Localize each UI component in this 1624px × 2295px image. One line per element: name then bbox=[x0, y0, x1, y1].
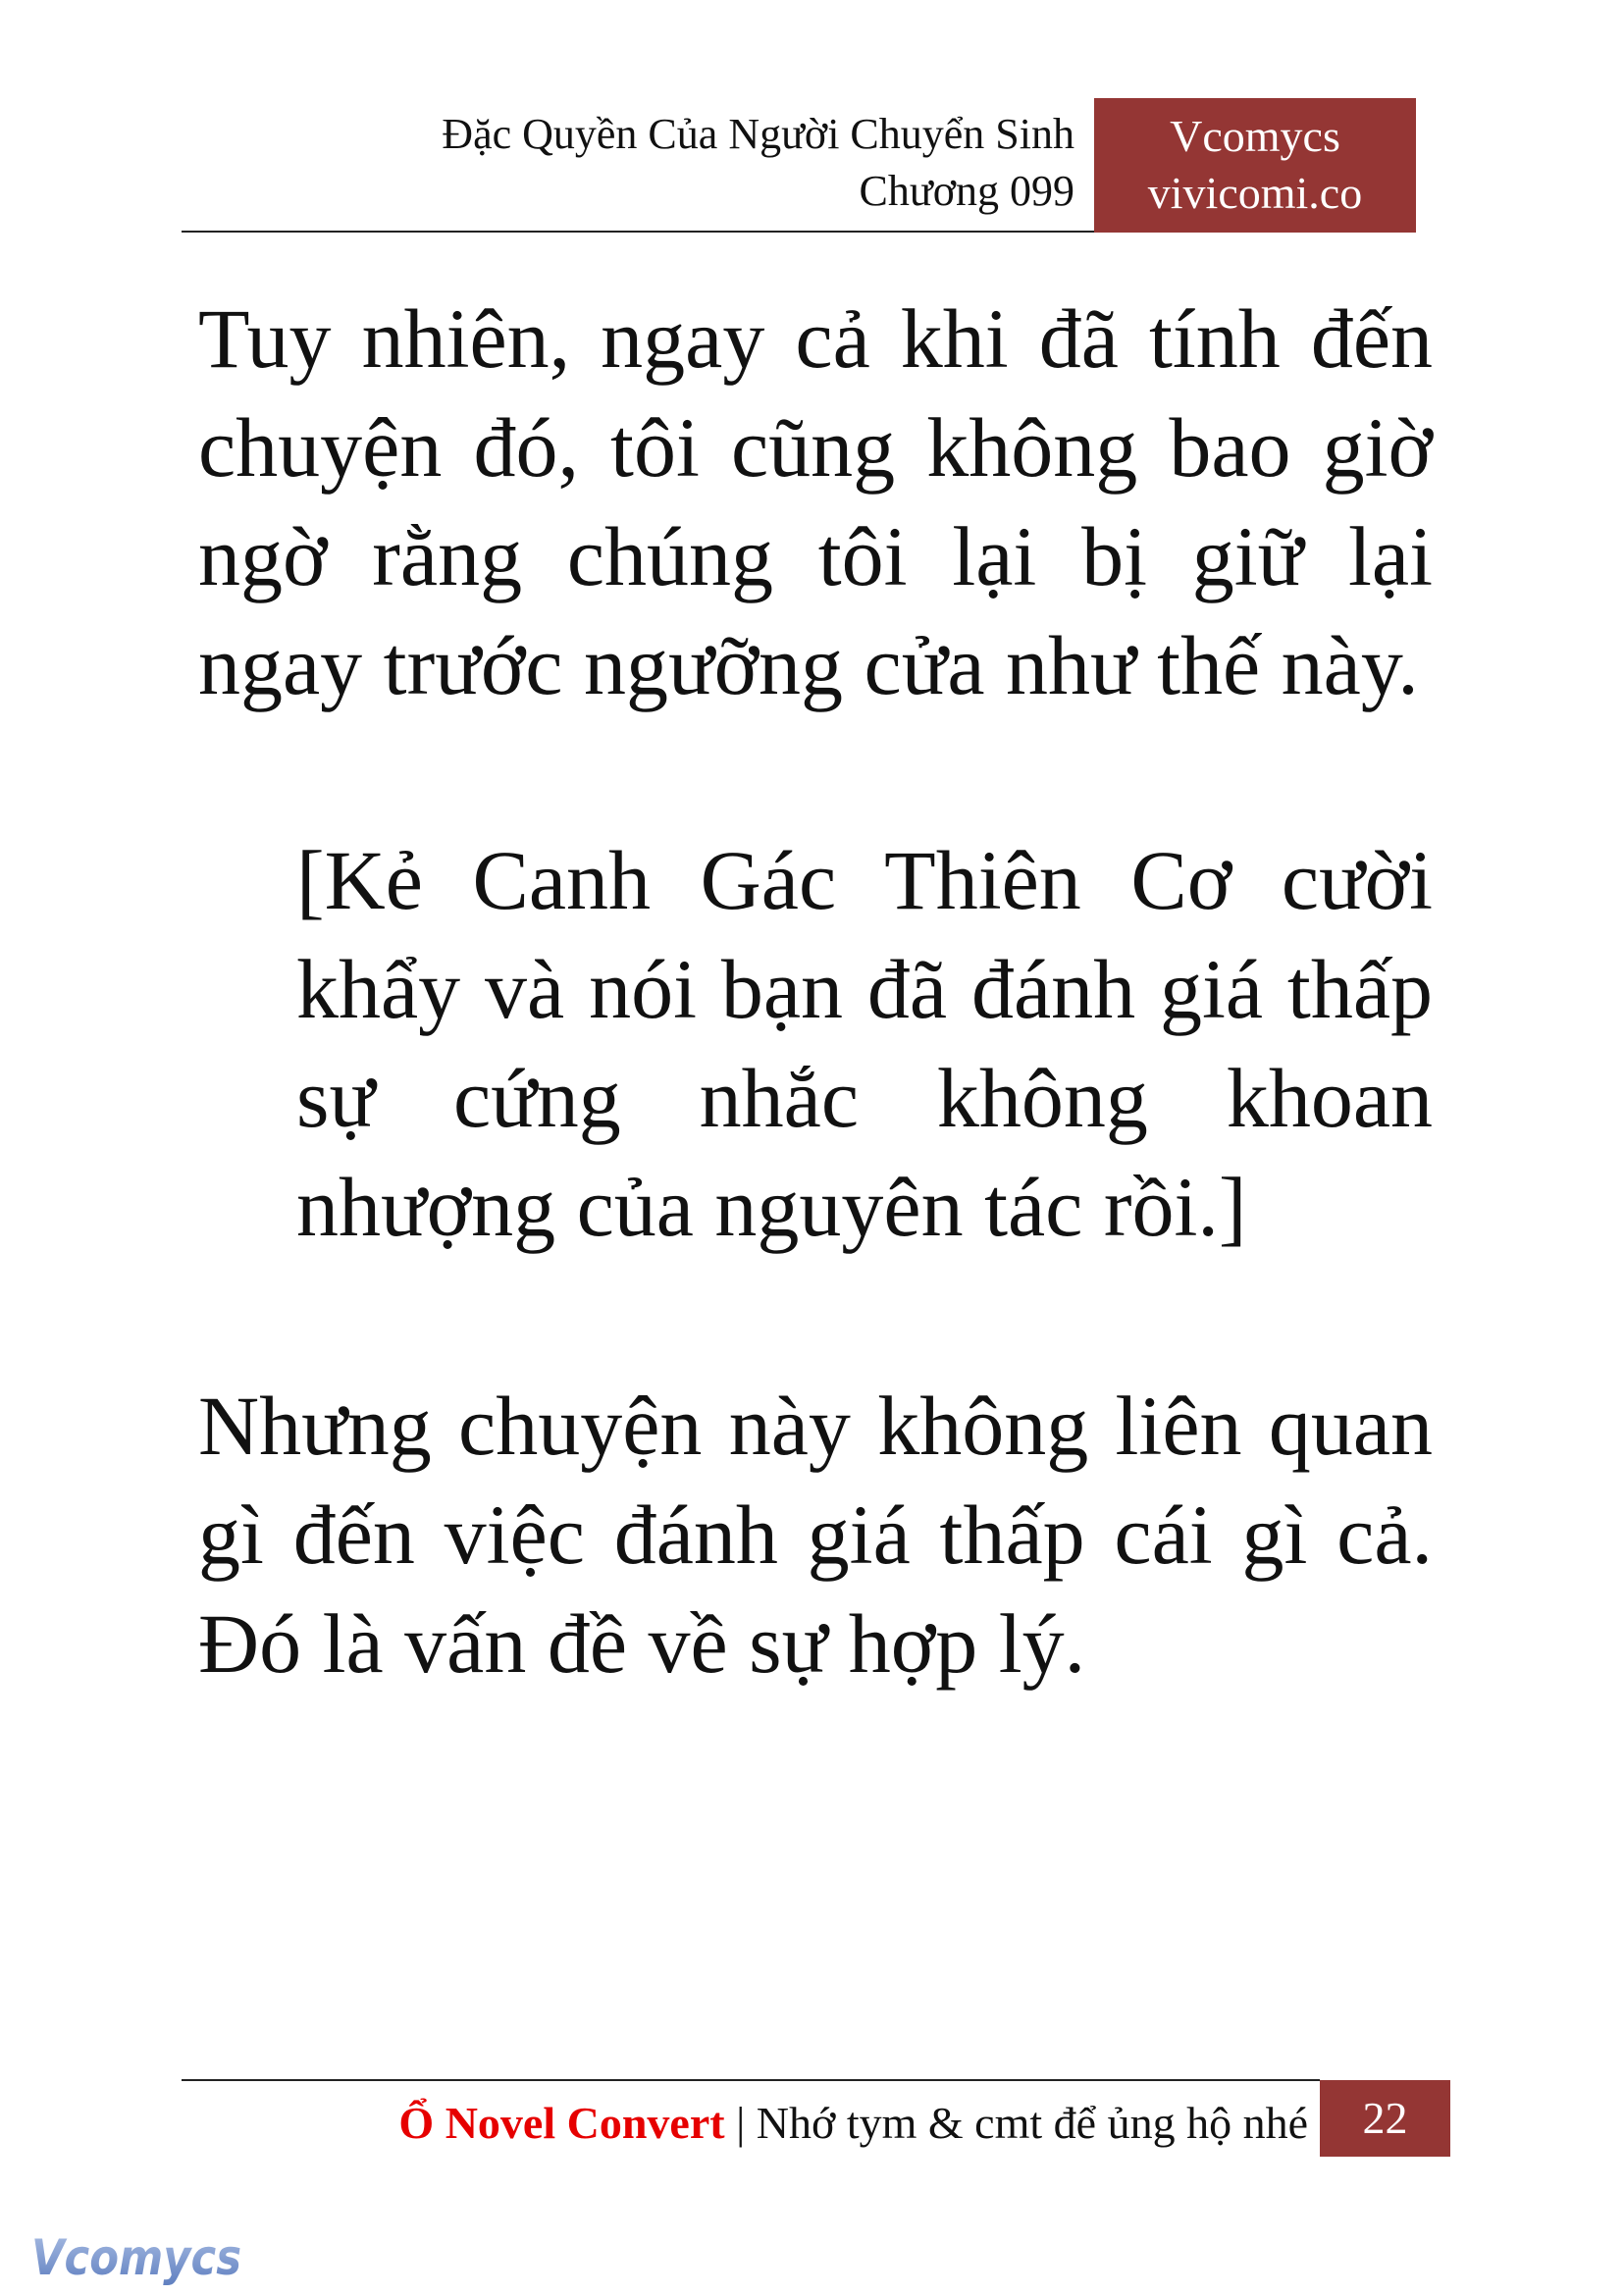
footer-text bbox=[398, 2096, 1308, 2151]
chapter-label: Chương 099 bbox=[859, 167, 1074, 215]
svg-text:Vcomycs: Vcomycs bbox=[31, 2229, 241, 2286]
book-title: Đặc Quyền Của Người Chuyển Sinh bbox=[442, 110, 1074, 158]
header-title-block bbox=[442, 106, 1074, 220]
site-url: vivicomi.co bbox=[1147, 168, 1363, 218]
site-name: Vcomycs bbox=[1170, 111, 1340, 161]
footer-separator: | bbox=[736, 2098, 746, 2148]
paragraph: Nhưng chuyện này không liên quan gì đến việc đánh giá thấp cái gì cả. Đó là vấn đề về sự hợp lý. bbox=[198, 1379, 1433, 1691]
footer-divider bbox=[182, 2079, 1320, 2081]
site-badge bbox=[1094, 98, 1416, 233]
page-number: 22 bbox=[1320, 2080, 1450, 2157]
header-divider bbox=[182, 231, 1094, 233]
footer-message: Nhớ tym & cmt để ủng hộ nhé bbox=[756, 2098, 1308, 2148]
footer-brand: Ổ Novel Convert bbox=[398, 2098, 725, 2148]
system-message-paragraph: [Kẻ Canh Gác Thiên Cơ cười khẩy và nói bạn đã đánh giá thấp sự cứng nhắc không khoan nhượng của nguyên tác rồi.] bbox=[296, 833, 1433, 1254]
paragraph: Tuy nhiên, ngay cả khi đã tính đến chuyện đó, tôi cũng không bao giờ ngờ rằng chúng tôi lại bị giữ lại ngay trước ngưỡng cửa như thế này. bbox=[198, 291, 1433, 712]
vcomycs-logo-watermark bbox=[29, 2225, 245, 2290]
